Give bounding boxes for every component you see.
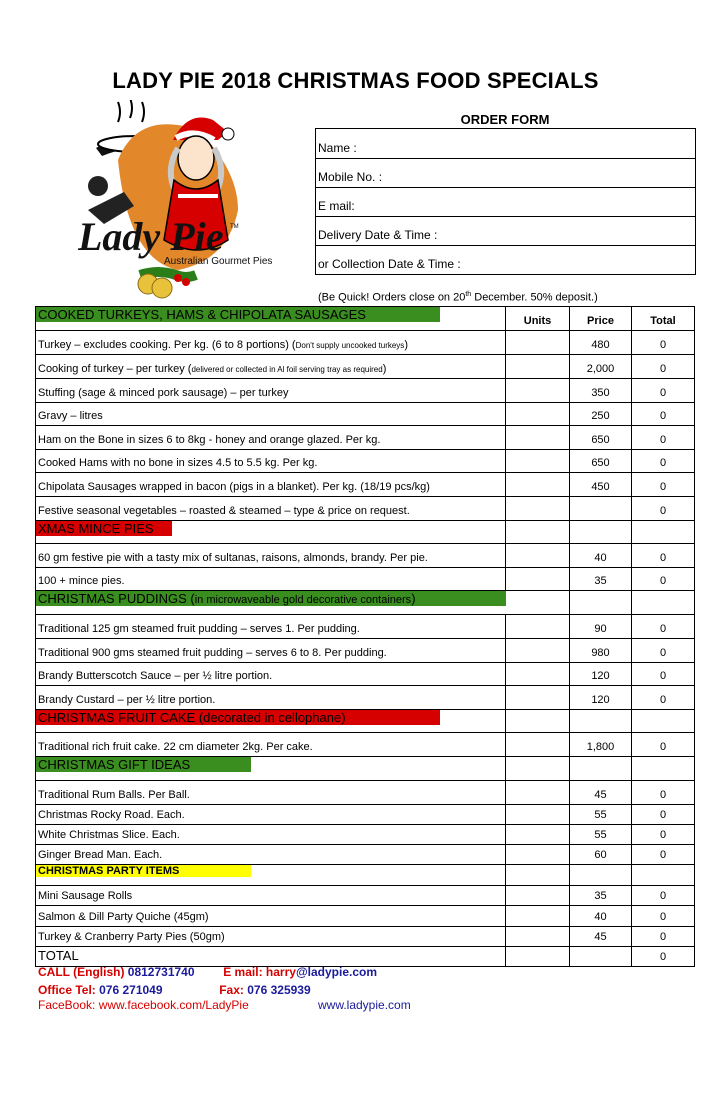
price-cell: 35 bbox=[570, 568, 632, 591]
item-label: Christmas Rocky Road. Each. bbox=[36, 805, 506, 825]
total-cell: 0 bbox=[632, 473, 695, 497]
name-field[interactable]: Name : bbox=[318, 141, 357, 155]
total-cell: 0 bbox=[632, 825, 695, 845]
price-cell: 45 bbox=[570, 927, 632, 947]
lady-pie-logo bbox=[78, 100, 298, 308]
table-row bbox=[36, 473, 695, 497]
item-label: Turkey – excludes cooking. Per kg. (6 to 8 portions) (Don't supply uncooked turkeys) bbox=[36, 331, 506, 355]
units-cell[interactable] bbox=[506, 379, 570, 403]
table-row bbox=[36, 886, 695, 906]
section-row-mince bbox=[36, 521, 695, 544]
item-label: Salmon & Dill Party Quiche (45gm) bbox=[36, 906, 506, 927]
total-label: TOTAL bbox=[36, 947, 506, 967]
table-row bbox=[36, 355, 695, 379]
total-cell: 0 bbox=[632, 379, 695, 403]
item-label: Turkey & Cranberry Party Pies (50gm) bbox=[36, 927, 506, 947]
col-units: Units bbox=[506, 307, 570, 331]
section-gift-ideas: CHRISTMAS GIFT IDEAS bbox=[36, 757, 251, 772]
section-row-meats bbox=[36, 307, 695, 331]
office-number[interactable]: 076 271049 bbox=[99, 983, 163, 997]
section-row-gifts bbox=[36, 757, 695, 781]
units-cell[interactable] bbox=[506, 426, 570, 450]
section-mince-pies: XMAS MINCE PIES bbox=[36, 521, 172, 536]
total-cell: 0 bbox=[632, 568, 695, 591]
units-cell[interactable] bbox=[506, 615, 570, 639]
price-cell: 1,800 bbox=[570, 733, 632, 757]
total-cell: 0 bbox=[632, 663, 695, 686]
units-cell[interactable] bbox=[506, 733, 570, 757]
price-cell: 55 bbox=[570, 805, 632, 825]
section-party-items: CHRISTMAS PARTY ITEMS bbox=[36, 865, 251, 877]
total-cell: 0 bbox=[632, 781, 695, 805]
website-link[interactable]: www.ladypie.com bbox=[318, 998, 411, 1012]
contact-line-1: CALL (English) 0812731740 E mail: harry@ladypie.com bbox=[38, 965, 377, 979]
units-cell[interactable] bbox=[506, 663, 570, 686]
units-cell[interactable] bbox=[506, 473, 570, 497]
table-row bbox=[36, 403, 695, 426]
price-cell: 60 bbox=[570, 845, 632, 865]
total-cell: 0 bbox=[632, 426, 695, 450]
section-row-party bbox=[36, 865, 695, 886]
total-cell: 0 bbox=[632, 886, 695, 906]
total-cell: 0 bbox=[632, 845, 695, 865]
section-meats: COOKED TURKEYS, HAMS & CHIPOLATA SAUSAGES bbox=[36, 307, 440, 322]
total-cell: 0 bbox=[632, 906, 695, 927]
item-label: Mini Sausage Rolls bbox=[36, 886, 506, 906]
units-cell[interactable] bbox=[506, 845, 570, 865]
table-row bbox=[36, 927, 695, 947]
units-cell[interactable] bbox=[506, 805, 570, 825]
facebook-link[interactable]: FaceBook: www.facebook.com/LadyPie bbox=[38, 998, 249, 1012]
total-cell: 0 bbox=[632, 615, 695, 639]
price-cell: 40 bbox=[570, 906, 632, 927]
total-cell: 0 bbox=[632, 331, 695, 355]
price-cell: 120 bbox=[570, 663, 632, 686]
units-cell[interactable] bbox=[506, 450, 570, 473]
item-label: Gravy – litres bbox=[36, 403, 506, 426]
item-label: Traditional 900 gms steamed fruit pudding – serves 6 to 8. Per pudding. bbox=[36, 639, 506, 663]
units-cell[interactable] bbox=[506, 497, 570, 521]
units-cell[interactable] bbox=[506, 886, 570, 906]
units-cell[interactable] bbox=[506, 639, 570, 663]
table-row bbox=[36, 663, 695, 686]
total-cell: 0 bbox=[632, 805, 695, 825]
price-cell: 2,000 bbox=[570, 355, 632, 379]
section-row-fruit-cake bbox=[36, 710, 695, 733]
col-price: Price bbox=[570, 307, 632, 331]
item-label: Chipolata Sausages wrapped in bacon (pigs in a blanket). Per kg. (18/19 pcs/kg) bbox=[36, 473, 506, 497]
units-cell[interactable] bbox=[506, 403, 570, 426]
table-row bbox=[36, 825, 695, 845]
price-cell: 650 bbox=[570, 426, 632, 450]
units-cell[interactable] bbox=[506, 825, 570, 845]
table-row bbox=[36, 426, 695, 450]
units-cell[interactable] bbox=[506, 686, 570, 710]
item-label: Stuffing (sage & minced pork sausage) – per turkey bbox=[36, 379, 506, 403]
page-title: LADY PIE 2018 CHRISTMAS FOOD SPECIALS bbox=[112, 68, 599, 93]
total-row bbox=[36, 947, 695, 967]
table-row bbox=[36, 497, 695, 521]
table-row bbox=[36, 331, 695, 355]
price-cell: 650 bbox=[570, 450, 632, 473]
mobile-field[interactable]: Mobile No. : bbox=[316, 158, 695, 187]
table-row bbox=[36, 615, 695, 639]
price-cell: 35 bbox=[570, 886, 632, 906]
table-row bbox=[36, 781, 695, 805]
price-cell: 90 bbox=[570, 615, 632, 639]
item-label: Ham on the Bone in sizes 6 to 8kg - honey and orange glazed. Per kg. bbox=[36, 426, 506, 450]
price-cell bbox=[570, 497, 632, 521]
total-cell: 0 bbox=[632, 733, 695, 757]
logo-brand: Lady Pie bbox=[78, 214, 224, 259]
item-label: Brandy Custard – per ½ litre portion. bbox=[36, 686, 506, 710]
item-label: Traditional rich fruit cake. 22 cm diameter 2kg. Per cake. bbox=[36, 733, 506, 757]
delivery-field[interactable]: Delivery Date & Time : bbox=[316, 216, 695, 245]
total-cell: 0 bbox=[632, 403, 695, 426]
item-label: Traditional Rum Balls. Per Ball. bbox=[36, 781, 506, 805]
order-form bbox=[315, 128, 696, 275]
table-row bbox=[36, 805, 695, 825]
units-cell[interactable] bbox=[506, 331, 570, 355]
col-total: Total bbox=[632, 307, 695, 331]
table-row bbox=[36, 450, 695, 473]
table-row bbox=[36, 639, 695, 663]
total-cell: 0 bbox=[632, 639, 695, 663]
grand-total: 0 bbox=[632, 947, 695, 967]
menu-table bbox=[35, 306, 695, 967]
price-cell: 450 bbox=[570, 473, 632, 497]
price-cell: 980 bbox=[570, 639, 632, 663]
table-row bbox=[36, 544, 695, 568]
total-cell: 0 bbox=[632, 927, 695, 947]
units-cell[interactable] bbox=[506, 568, 570, 591]
order-form-title: ORDER FORM bbox=[460, 112, 550, 127]
item-label: 100 + mince pies. bbox=[36, 568, 506, 591]
units-cell[interactable] bbox=[506, 355, 570, 379]
table-row bbox=[36, 733, 695, 757]
price-cell: 350 bbox=[570, 379, 632, 403]
order-note: (Be Quick! Orders close on 20th December. 50% deposit.) bbox=[318, 291, 598, 304]
item-label: Brandy Butterscotch Sauce – per ½ litre portion. bbox=[36, 663, 506, 686]
price-cell: 55 bbox=[570, 825, 632, 845]
price-cell: 120 bbox=[570, 686, 632, 710]
section-row-puddings bbox=[36, 591, 695, 615]
email-field[interactable]: E mail: bbox=[316, 187, 695, 216]
item-label: 60 gm festive pie with a tasty mix of sultanas, raisons, almonds, brandy. Per pie. bbox=[36, 544, 506, 568]
price-cell: 480 bbox=[570, 331, 632, 355]
collection-field[interactable]: or Collection Date & Time : bbox=[316, 245, 695, 274]
table-row bbox=[36, 906, 695, 927]
table-row bbox=[36, 686, 695, 710]
section-puddings: CHRISTMAS PUDDINGS (in microwaveable gold decorative containers) bbox=[36, 591, 506, 606]
item-label: Ginger Bread Man. Each. bbox=[36, 845, 506, 865]
table-row bbox=[36, 845, 695, 865]
total-cell: 0 bbox=[632, 686, 695, 710]
price-cell: 45 bbox=[570, 781, 632, 805]
units-cell[interactable] bbox=[506, 544, 570, 568]
email-link[interactable]: @ladypie.com bbox=[295, 965, 377, 979]
table-row bbox=[36, 568, 695, 591]
total-cell: 0 bbox=[632, 450, 695, 473]
call-number[interactable]: 0812731740 bbox=[127, 965, 195, 979]
fax-number[interactable]: 076 325939 bbox=[247, 983, 311, 997]
table-row bbox=[36, 379, 695, 403]
item-label: Festive seasonal vegetables – roasted & steamed – type & price on request. bbox=[36, 497, 506, 521]
item-label: White Christmas Slice. Each. bbox=[36, 825, 506, 845]
logo-tagline: Australian Gourmet Pies bbox=[164, 256, 273, 267]
units-cell[interactable] bbox=[506, 927, 570, 947]
contact-line-2: Office Tel: 076 271049 Fax: 076 325939 bbox=[38, 983, 311, 997]
logo-tm: TM bbox=[230, 224, 239, 230]
section-fruit-cake: CHRISTMAS FRUIT CAKE (decorated in cellophane) bbox=[36, 710, 440, 725]
item-label: Traditional 125 gm steamed fruit pudding – serves 1. Per pudding. bbox=[36, 615, 506, 639]
units-cell[interactable] bbox=[506, 906, 570, 927]
units-cell[interactable] bbox=[506, 781, 570, 805]
price-cell: 250 bbox=[570, 403, 632, 426]
total-cell: 0 bbox=[632, 355, 695, 379]
total-cell: 0 bbox=[632, 497, 695, 521]
total-cell: 0 bbox=[632, 544, 695, 568]
price-cell: 40 bbox=[570, 544, 632, 568]
item-label: Cooked Hams with no bone in sizes 4.5 to 5.5 kg. Per kg. bbox=[36, 450, 506, 473]
item-label: Cooking of turkey – per turkey (delivered or collected in Al foil serving tray as required) bbox=[36, 355, 506, 379]
